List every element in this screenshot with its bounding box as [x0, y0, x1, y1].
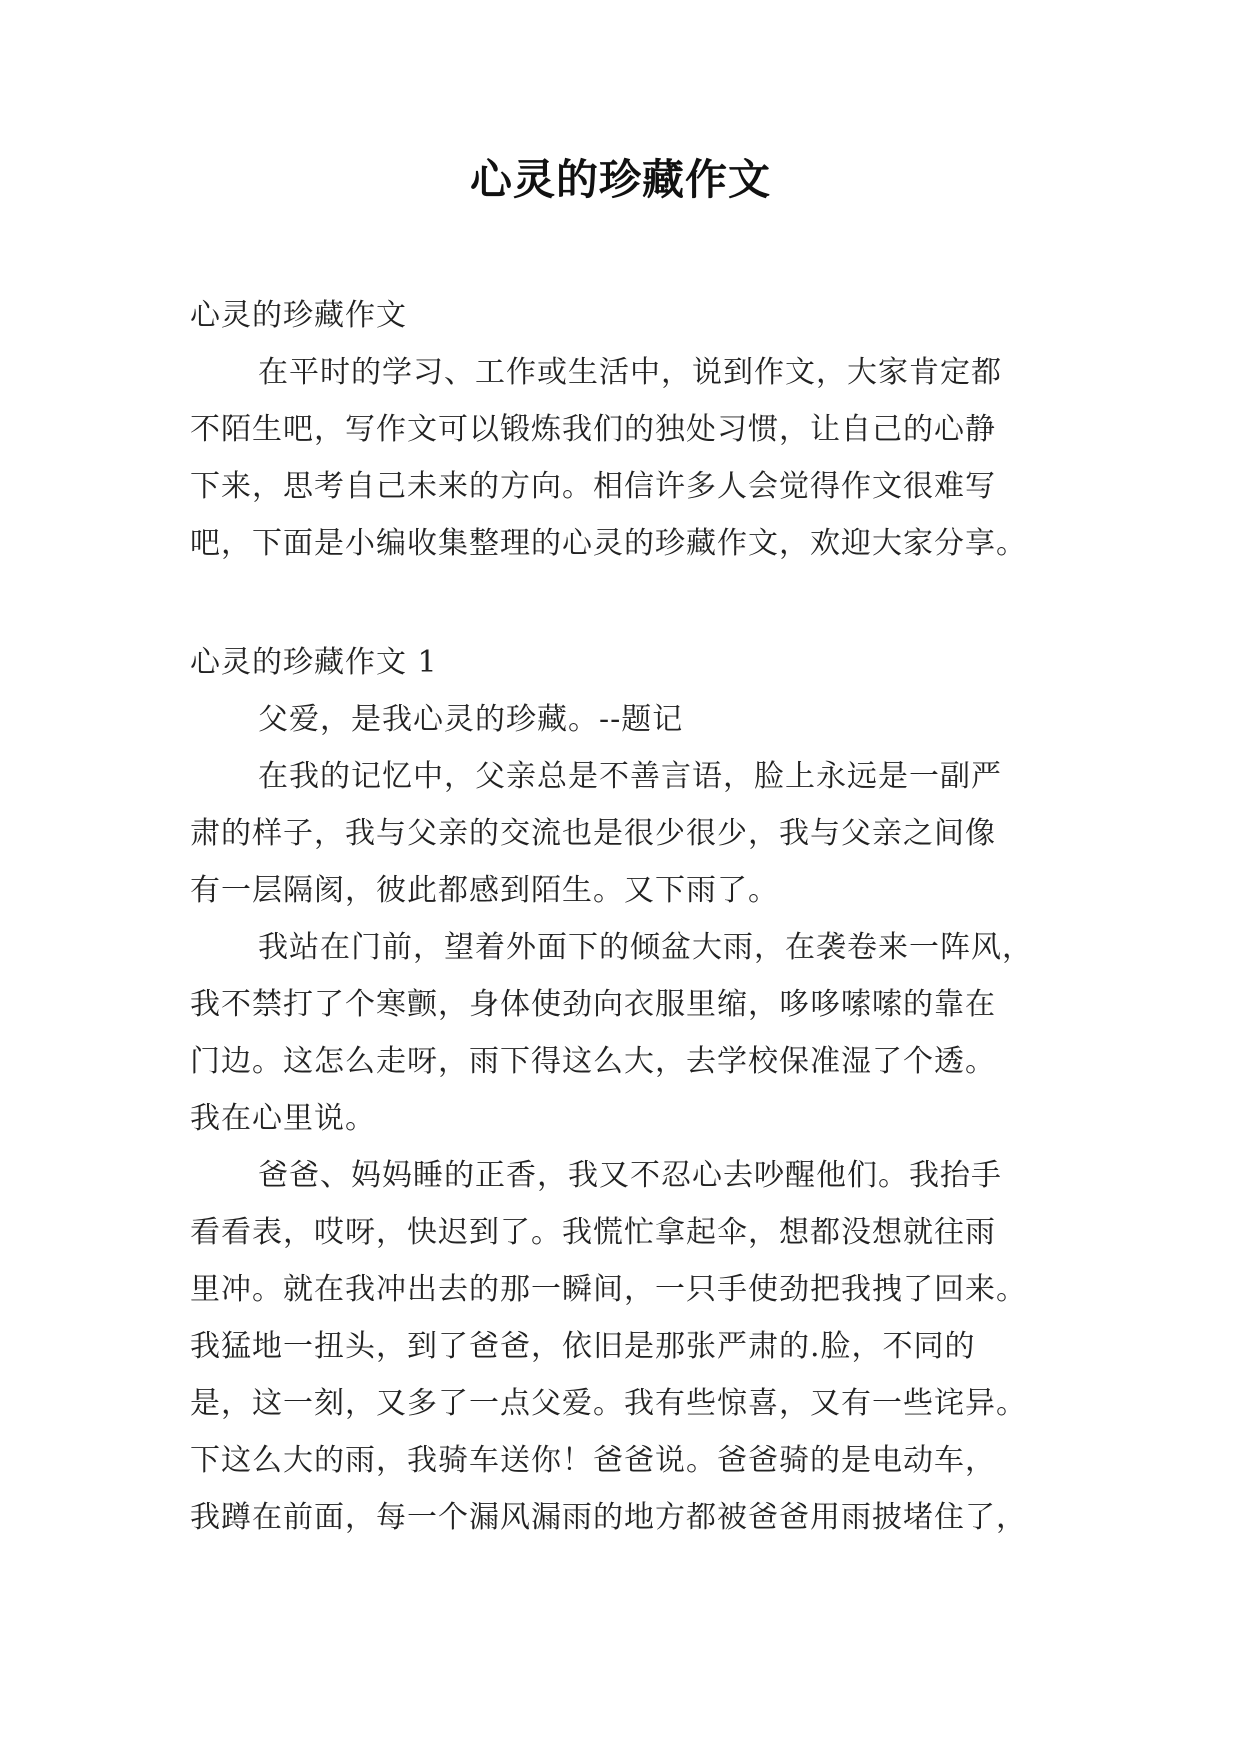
paragraph-line: 看看表，哎呀，快迟到了。我慌忙拿起伞，想都没想就往雨: [190, 1215, 996, 1250]
paragraph-line: 我站在门前，望着外面下的倾盆大雨，在袭卷来一阵风，: [258, 930, 1033, 965]
paragraph-line: 我不禁打了个寒颤，身体使劲向衣服里缩，哆哆嗦嗦的靠在: [190, 987, 996, 1022]
paragraph-line: 有一层隔阂，彼此都感到陌生。又下雨了。: [190, 873, 779, 908]
paragraph-line: 在平时的学习、工作或生活中，说到作文，大家肯定都: [258, 355, 1002, 390]
paragraph-line: 我在心里说。: [190, 1101, 376, 1136]
paragraph-line: 在我的记忆中，父亲总是不善言语，脸上永远是一副严: [258, 759, 1002, 794]
paragraph-line: 父爱，是我心灵的珍藏。--题记: [258, 702, 684, 737]
paragraph-line: 门边。这怎么走呀，雨下得这么大，去学校保准湿了个透。: [190, 1044, 996, 1079]
paragraph-line: 吧，下面是小编收集整理的心灵的珍藏作文，欢迎大家分享。: [190, 526, 1027, 561]
paragraph-line: 下这么大的雨，我骑车送你！爸爸说。爸爸骑的是电动车，: [190, 1443, 996, 1478]
paragraph-line: 里冲。就在我冲出去的那一瞬间，一只手使劲把我拽了回来。: [190, 1272, 1027, 1307]
document-title: 心灵的珍藏作文: [469, 155, 771, 204]
paragraph-line: 是，这一刻，又多了一点父爱。我有些惊喜，又有一些诧异。: [190, 1386, 1027, 1421]
paragraph-line: 我蹲在前面，每一个漏风漏雨的地方都被爸爸用雨披堵住了，: [190, 1500, 1027, 1535]
paragraph-line: 不陌生吧，写作文可以锻炼我们的独处习惯，让自己的心静: [190, 412, 996, 447]
document-subtitle: 心灵的珍藏作文: [190, 298, 407, 333]
section-heading: 心灵的珍藏作文 1: [190, 645, 438, 680]
paragraph-line: 爸爸、妈妈睡的正香，我又不忍心去吵醒他们。我抬手: [258, 1158, 1002, 1193]
paragraph-line: 肃的样子，我与父亲的交流也是很少很少，我与父亲之间像: [190, 816, 996, 851]
paragraph-line: 下来，思考自己未来的方向。相信许多人会觉得作文很难写: [190, 469, 996, 504]
paragraph-line: 我猛地一扭头，到了爸爸，依旧是那张严肃的.脸，不同的: [190, 1329, 976, 1364]
